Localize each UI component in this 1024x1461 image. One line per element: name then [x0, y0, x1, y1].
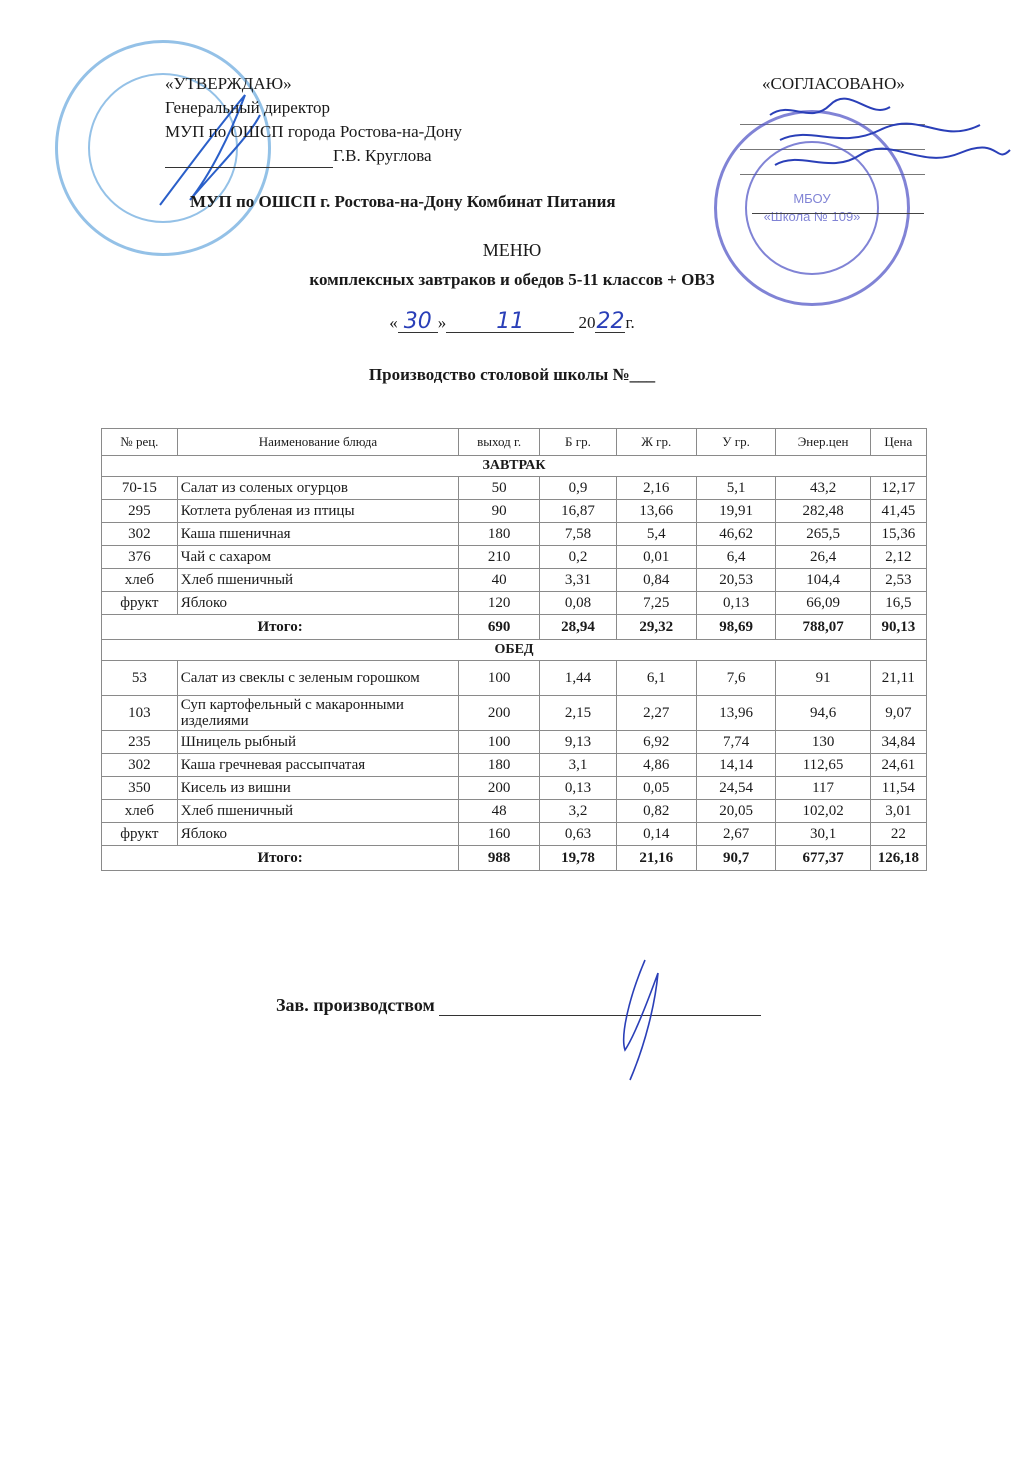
dish-name: Хлеб пшеничный — [177, 569, 458, 592]
section-row-lunch — [102, 640, 927, 661]
table-row — [102, 731, 927, 754]
approval-signature-line — [165, 149, 333, 168]
energy: 66,09 — [776, 592, 870, 615]
protein: 3,31 — [540, 569, 617, 592]
fat: 2,27 — [616, 696, 696, 731]
carbs: 14,14 — [696, 754, 776, 777]
carbs: 24,54 — [696, 777, 776, 800]
fat: 5,4 — [616, 523, 696, 546]
recipe-number: 302 — [102, 754, 178, 777]
date-year-abbr: г. — [625, 313, 635, 332]
recipe-number: фрукт — [102, 823, 178, 846]
total-protein: 19,78 — [540, 846, 617, 871]
fat: 13,66 — [616, 500, 696, 523]
table-row — [102, 754, 927, 777]
carbs: 2,67 — [696, 823, 776, 846]
portion-weight: 180 — [459, 754, 540, 777]
protein: 9,13 — [540, 731, 617, 754]
approval-block — [165, 72, 462, 168]
energy: 104,4 — [776, 569, 870, 592]
production-manager-label: Зав. производством — [276, 995, 435, 1015]
document-date — [0, 309, 1024, 334]
table-row — [102, 800, 927, 823]
table-row — [102, 696, 927, 731]
recipe-number: 53 — [102, 661, 178, 696]
total-carbs: 90,7 — [696, 846, 776, 871]
approval-position: Генеральный директор — [165, 98, 331, 117]
table-row — [102, 477, 927, 500]
total-row-lunch — [102, 846, 927, 871]
stamp-text-2: «Школа № 109» — [763, 209, 861, 224]
price: 11,54 — [870, 777, 926, 800]
column-header: Энер.цен — [776, 429, 870, 456]
agreement-label: «СОГЛАСОВАНО» — [762, 74, 905, 93]
table-row — [102, 523, 927, 546]
protein: 3,1 — [540, 754, 617, 777]
stamp-text-1: МБОУ — [793, 191, 831, 206]
section-title: ОБЕД — [102, 640, 927, 661]
table-row — [102, 823, 927, 846]
portion-weight: 200 — [459, 777, 540, 800]
production-line: Производство столовой школы №___ — [368, 365, 656, 384]
dish-name: Суп картофельный с макаронными изделиями — [177, 696, 458, 731]
portion-weight: 100 — [459, 731, 540, 754]
total-fat: 21,16 — [616, 846, 696, 871]
total-energy: 788,07 — [776, 615, 870, 640]
total-carbs: 98,69 — [696, 615, 776, 640]
table-row — [102, 661, 927, 696]
protein: 0,9 — [540, 477, 617, 500]
energy: 282,48 — [776, 500, 870, 523]
energy: 91 — [776, 661, 870, 696]
fat: 0,05 — [616, 777, 696, 800]
dish-name: Каша гречневая рассыпчатая — [177, 754, 458, 777]
column-header: № рец. — [102, 429, 178, 456]
fat: 7,25 — [616, 592, 696, 615]
portion-weight: 210 — [459, 546, 540, 569]
price: 16,5 — [870, 592, 926, 615]
portion-weight: 180 — [459, 523, 540, 546]
protein: 2,15 — [540, 696, 617, 731]
energy: 265,5 — [776, 523, 870, 546]
recipe-number: 70-15 — [102, 477, 178, 500]
portion-weight: 160 — [459, 823, 540, 846]
recipe-number: 350 — [102, 777, 178, 800]
total-weight: 988 — [459, 846, 540, 871]
protein: 0,2 — [540, 546, 617, 569]
energy: 112,65 — [776, 754, 870, 777]
column-header: У гр. — [696, 429, 776, 456]
price: 24,61 — [870, 754, 926, 777]
protein: 16,87 — [540, 500, 617, 523]
menu-table — [101, 428, 927, 871]
dish-name: Чай с сахаром — [177, 546, 458, 569]
energy: 43,2 — [776, 477, 870, 500]
energy: 30,1 — [776, 823, 870, 846]
carbs: 5,1 — [696, 477, 776, 500]
date-year-suffix: 22 — [596, 309, 625, 334]
fat: 6,92 — [616, 731, 696, 754]
price: 15,36 — [870, 523, 926, 546]
energy: 94,6 — [776, 696, 870, 731]
portion-weight: 100 — [459, 661, 540, 696]
dish-name: Каша пшеничная — [177, 523, 458, 546]
dish-name: Шницель рыбный — [177, 731, 458, 754]
dish-name: Котлета рубленая из птицы — [177, 500, 458, 523]
dish-name: Салат из соленых огурцов — [177, 477, 458, 500]
total-label: Итого: — [102, 846, 459, 871]
carbs: 7,74 — [696, 731, 776, 754]
total-energy: 677,37 — [776, 846, 870, 871]
document-title: МЕНЮ — [482, 240, 542, 260]
fat: 4,86 — [616, 754, 696, 777]
fat: 0,14 — [616, 823, 696, 846]
carbs: 19,91 — [696, 500, 776, 523]
approval-organization: МУП по ОШСП города Ростова-на-Дону — [165, 122, 463, 141]
energy: 102,02 — [776, 800, 870, 823]
table-row — [102, 546, 927, 569]
price: 41,45 — [870, 500, 926, 523]
carbs: 0,13 — [696, 592, 776, 615]
column-header: Цена — [870, 429, 926, 456]
carbs: 46,62 — [696, 523, 776, 546]
total-fat: 29,32 — [616, 615, 696, 640]
portion-weight: 200 — [459, 696, 540, 731]
recipe-number: 103 — [102, 696, 178, 731]
production-manager-block — [276, 995, 761, 1016]
total-weight: 690 — [459, 615, 540, 640]
fat: 0,01 — [616, 546, 696, 569]
energy: 26,4 — [776, 546, 870, 569]
total-label: Итого: — [102, 615, 459, 640]
production-manager-signature — [600, 955, 680, 1085]
recipe-number: 302 — [102, 523, 178, 546]
document-subtitle: комплексных завтраков и обедов 5-11 классов + ОВЗ — [309, 270, 715, 289]
approval-signatory: Г.В. Круглова — [333, 146, 432, 165]
fat: 6,1 — [616, 661, 696, 696]
protein: 3,2 — [540, 800, 617, 823]
price: 21,11 — [870, 661, 926, 696]
fat: 0,82 — [616, 800, 696, 823]
dish-name: Салат из свеклы с зеленым горошком — [177, 661, 458, 696]
table-row — [102, 592, 927, 615]
section-title: ЗАВТРАК — [102, 456, 927, 477]
portion-weight: 50 — [459, 477, 540, 500]
dish-name: Яблоко — [177, 592, 458, 615]
energy: 130 — [776, 731, 870, 754]
approval-label: «УТВЕРЖДАЮ» — [165, 74, 292, 93]
table-header-row — [102, 429, 927, 456]
recipe-number: фрукт — [102, 592, 178, 615]
fat: 0,84 — [616, 569, 696, 592]
price: 34,84 — [870, 731, 926, 754]
recipe-number: хлеб — [102, 569, 178, 592]
recipe-number: 235 — [102, 731, 178, 754]
total-price: 90,13 — [870, 615, 926, 640]
portion-weight: 120 — [459, 592, 540, 615]
date-year-prefix: 20 — [578, 313, 596, 332]
table-row — [102, 500, 927, 523]
carbs: 13,96 — [696, 696, 776, 731]
price: 22 — [870, 823, 926, 846]
section-row-breakfast — [102, 456, 927, 477]
protein: 0,08 — [540, 592, 617, 615]
date-day: 30 — [398, 312, 438, 333]
dish-name: Яблоко — [177, 823, 458, 846]
protein: 0,13 — [540, 777, 617, 800]
price: 12,17 — [870, 477, 926, 500]
total-price: 126,18 — [870, 846, 926, 871]
price: 2,53 — [870, 569, 926, 592]
recipe-number: хлеб — [102, 800, 178, 823]
date-month: 11 — [446, 312, 574, 333]
column-header: Ж гр. — [616, 429, 696, 456]
total-row-breakfast — [102, 615, 927, 640]
protein: 1,44 — [540, 661, 617, 696]
energy: 117 — [776, 777, 870, 800]
fat: 2,16 — [616, 477, 696, 500]
portion-weight: 90 — [459, 500, 540, 523]
organization-line — [752, 213, 924, 214]
dish-name: Кисель из вишни — [177, 777, 458, 800]
carbs: 7,6 — [696, 661, 776, 696]
table-row — [102, 777, 927, 800]
dish-name: Хлеб пшеничный — [177, 800, 458, 823]
date-open-quote: « — [389, 313, 398, 332]
production-manager-signature-line — [439, 997, 761, 1016]
date-close-quote: » — [437, 313, 447, 332]
recipe-number: 376 — [102, 546, 178, 569]
price: 3,01 — [870, 800, 926, 823]
carbs: 20,05 — [696, 800, 776, 823]
price: 9,07 — [870, 696, 926, 731]
table-row — [102, 569, 927, 592]
protein: 7,58 — [540, 523, 617, 546]
column-header: Наименование блюда — [177, 429, 458, 456]
portion-weight: 40 — [459, 569, 540, 592]
carbs: 20,53 — [696, 569, 776, 592]
price: 2,12 — [870, 546, 926, 569]
organization-name: МУП по ОШСП г. Ростова-на-Дону Комбинат Питания — [190, 192, 616, 211]
carbs: 6,4 — [696, 546, 776, 569]
recipe-number: 295 — [102, 500, 178, 523]
column-header: Б гр. — [540, 429, 617, 456]
column-header: выход г. — [459, 429, 540, 456]
portion-weight: 48 — [459, 800, 540, 823]
total-protein: 28,94 — [540, 615, 617, 640]
protein: 0,63 — [540, 823, 617, 846]
